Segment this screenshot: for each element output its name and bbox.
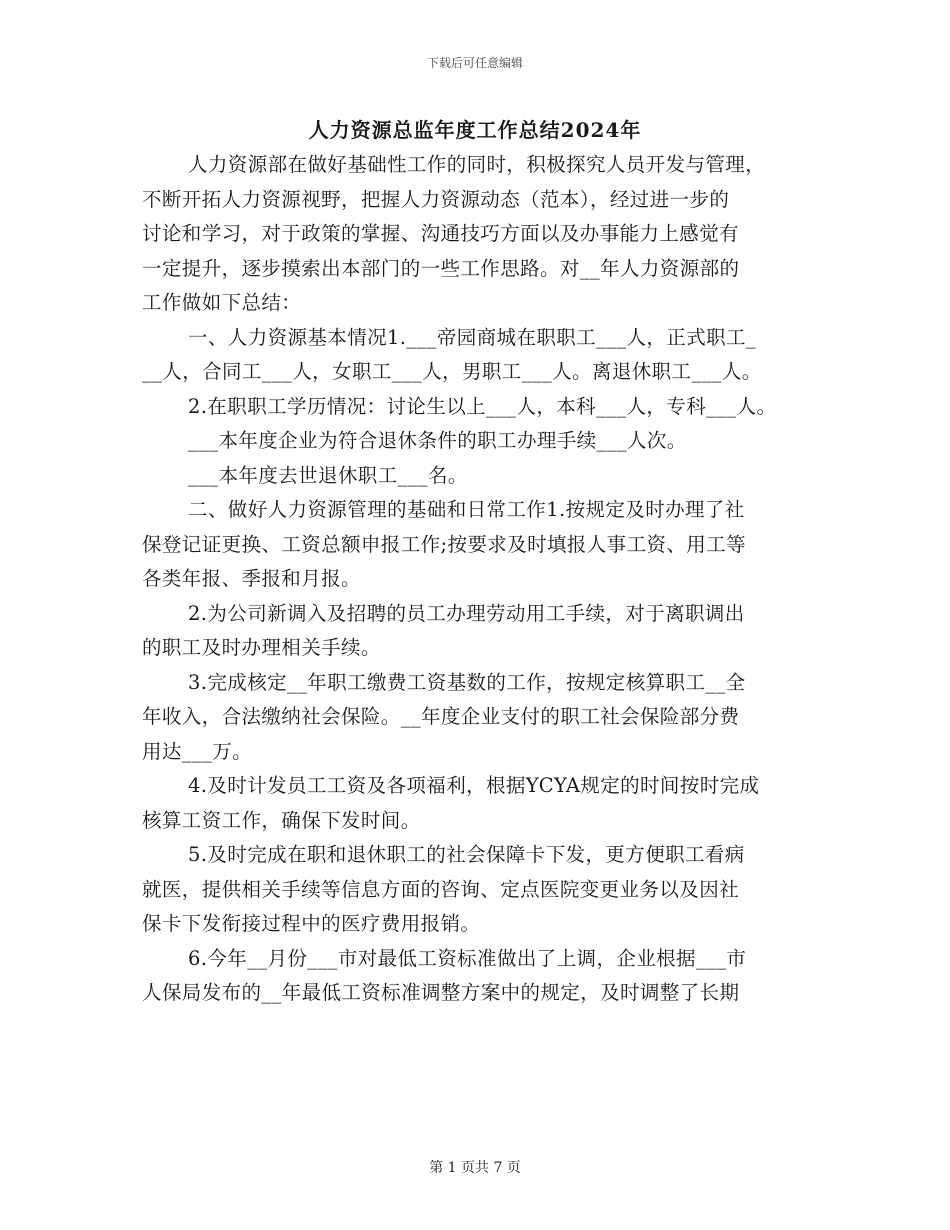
body-line: 一、人力资源基本情况1.___帝园商城在职职工___人，正式职工_ [188, 325, 757, 349]
body-line: 保卡下发衔接过程中的医疗费用报销。 [142, 912, 481, 935]
body-line: 就医，提供相关手续等信息方面的咨询、定点医院变更业务以及因社 [142, 877, 740, 901]
header-note: 下载后可任意编辑 [426, 56, 523, 70]
body-line: 核算工资工作，确保下发时间。 [142, 808, 421, 832]
body-line: 二、做好人力资源管理的基础和日常工作1.按规定及时办理了社 [188, 498, 745, 521]
body-line: 一定提升，逐步摸索出本部门的一些工作思路。对__年人力资源部的 [142, 256, 740, 280]
document-title: 人力资源总监年度工作总结2024年 [308, 118, 642, 142]
body-line: 不断开拓人力资源视野，把握人力资源动态（范本），经过进一步的 [142, 187, 730, 211]
body-line: 6.今年__月份___市对最低工资标准做出了上调，企业根据___市 [188, 946, 747, 970]
body-line: 讨论和学习，对于政策的掌握、沟通技巧方面以及办事能力上感觉有 [142, 222, 740, 245]
body-line: 4.及时计发员工工资及各项福利，根据YCYA规定的时间按时完成 [188, 774, 760, 797]
body-line: 3.完成核定__年职工缴费工资基数的工作，按规定核算职工__全 [188, 670, 746, 694]
body-line: 人力资源部在做好基础性工作的同时，积极探究人员开发与管理， [188, 153, 766, 176]
body-line: 年收入，合法缴纳社会保险。__年度企业支付的职工社会保险部分费 [142, 705, 740, 728]
body-line: 各类年报、季报和月报。 [142, 567, 361, 590]
body-line: 的职工及时办理相关手续。 [142, 636, 381, 659]
body-line: 用达___万。 [142, 739, 253, 763]
body-line: ___本年度去世退休职工___名。 [188, 463, 468, 487]
document-body [142, 148, 832, 1011]
body-line: 5.及时完成在职和退休职工的社会保障卡下发，更方便职工看病 [188, 843, 745, 866]
body-line: 人保局发布的__年最低工资标准调整方案中的规定，及时调整了长期 [142, 981, 740, 1004]
page-footer: 第 1 页共 7 页 [429, 1160, 521, 1176]
body-line: 保登记证更换、工资总额申报工作;按要求及时填报人事工资、用工等 [142, 532, 746, 556]
body-line: 2.为公司新调入及招聘的员工办理劳动用工手续，对于离职调出 [188, 601, 745, 625]
body-line: 工作做如下总结： [142, 291, 302, 314]
body-line: 2.在职职工学历情况：讨论生以上___人，本科___人，专科___人。 [188, 394, 777, 418]
body-line: __人，合同工___人，女职工___人，男职工___人。离退休职工___人。 [142, 360, 762, 383]
body-line: ___本年度企业为符合退休条件的职工办理手续___人次。 [188, 429, 687, 452]
